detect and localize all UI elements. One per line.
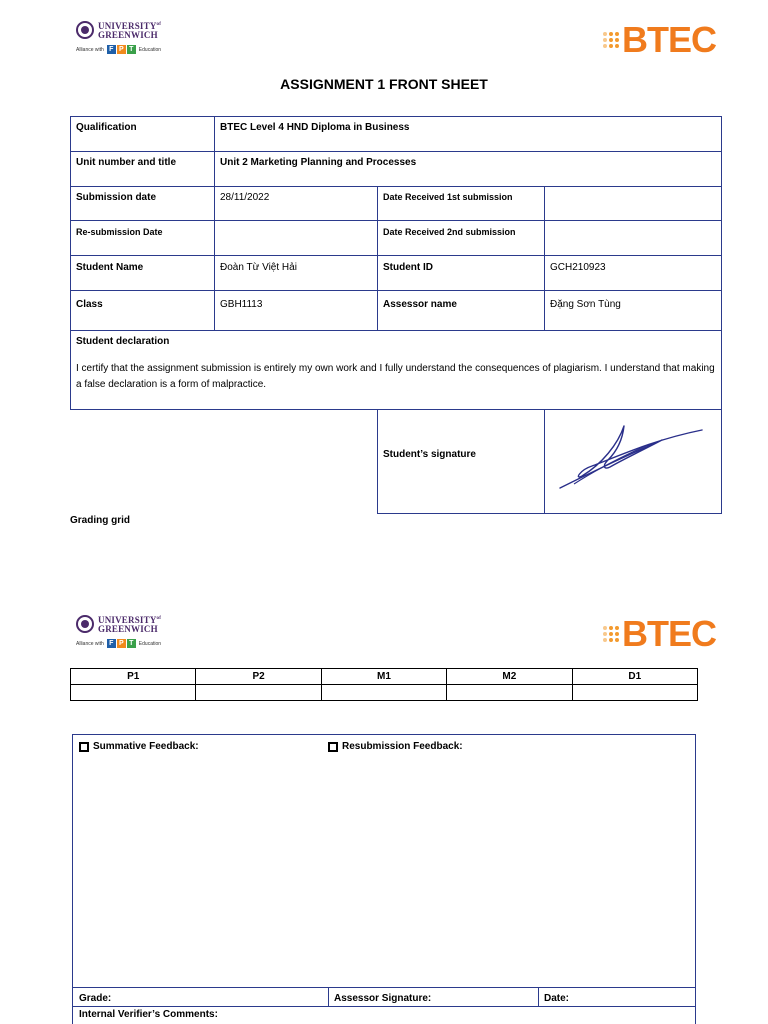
btec-dots-icon xyxy=(603,32,619,48)
university-seal-icon xyxy=(76,21,94,39)
grade-value-m2 xyxy=(447,685,572,701)
alliance-line xyxy=(76,45,161,54)
university-of: of xyxy=(156,616,162,621)
fpt-letter-f: F xyxy=(107,639,116,648)
alliance-suffix: Education xyxy=(138,640,162,647)
summative-feedback xyxy=(79,741,199,752)
university-name-line2: GREENWICH xyxy=(98,30,158,40)
class-label: Class xyxy=(76,299,103,310)
qualification-label: Qualification xyxy=(76,122,137,133)
grade-header-d1: D1 xyxy=(572,669,697,685)
alliance-prefix: Alliance with xyxy=(76,46,104,53)
btec-logo-page2 xyxy=(603,613,716,654)
btec-wordmark: BTEC xyxy=(622,613,716,654)
grade-value-m1 xyxy=(321,685,446,701)
resubmission-feedback-label: Resubmission Feedback: xyxy=(342,741,463,752)
unit-label: Unit number and title xyxy=(76,157,176,168)
grade-header-p2: P2 xyxy=(196,669,321,685)
resubmission-feedback xyxy=(328,741,463,752)
internal-verifier-comments-label: Internal Verifier’s Comments: xyxy=(79,1009,218,1020)
submission-date-label: Submission date xyxy=(76,192,157,203)
submission-date-value: 28/11/2022 xyxy=(220,192,270,203)
grading-grid-label: Grading grid xyxy=(70,515,130,526)
fpt-letter-p: P xyxy=(117,45,126,54)
grade-header-row xyxy=(71,669,698,685)
feedback-box xyxy=(72,734,696,1024)
student-id-label: Student ID xyxy=(383,262,433,273)
alliance-suffix: Education xyxy=(138,46,162,53)
student-id-value: GCH210923 xyxy=(550,262,606,273)
student-name-value: Đoàn Từ Việt Hải xyxy=(220,262,297,273)
fpt-letter-t: T xyxy=(127,639,136,648)
fpt-letter-p: P xyxy=(117,639,126,648)
page-title: ASSIGNMENT 1 FRONT SHEET xyxy=(280,76,488,92)
grade-header-m1: M1 xyxy=(321,669,446,685)
summative-feedback-label: Summative Feedback: xyxy=(93,741,199,752)
date-received-1-label: Date Received 1st submission xyxy=(383,192,513,202)
university-name-line2: GREENWICH xyxy=(98,624,158,634)
assessor-name-value: Đặng Sơn Tùng xyxy=(550,299,621,310)
grade-value-row xyxy=(71,685,698,701)
btec-dots-icon xyxy=(603,626,619,642)
university-name-line1: UNIVERSITY xyxy=(98,21,157,31)
assessor-signature-label: Assessor Signature: xyxy=(334,993,432,1004)
university-logo xyxy=(76,20,161,54)
university-of: of xyxy=(156,22,162,27)
fpt-letter-t: T xyxy=(127,45,136,54)
summative-checkbox[interactable] xyxy=(79,742,89,752)
btec-wordmark: BTEC xyxy=(622,19,716,60)
grade-header-m2: M2 xyxy=(447,669,572,685)
grade-value-p2 xyxy=(196,685,321,701)
resubmission-checkbox[interactable] xyxy=(328,742,338,752)
grade-value-d1 xyxy=(572,685,697,701)
grade-header-p1: P1 xyxy=(71,669,196,685)
grading-grid-table xyxy=(70,668,698,701)
assessor-name-label: Assessor name xyxy=(383,299,457,310)
grade-label: Grade: xyxy=(79,993,112,1004)
signature-label: Student’s signature xyxy=(383,449,476,460)
unit-value: Unit 2 Marketing Planning and Processes xyxy=(220,157,417,168)
declaration-text: I certify that the assignment submission is entirely my own work and I fully understand the consequences of plagiarism. I understand that making a false declaration is a form of malpractice. xyxy=(76,363,715,390)
alliance-line xyxy=(76,639,161,648)
fpt-logo-icon xyxy=(107,45,136,54)
class-value: GBH1113 xyxy=(220,299,263,310)
date-label: Date: xyxy=(544,993,570,1004)
fpt-letter-f: F xyxy=(107,45,116,54)
fpt-logo-icon xyxy=(107,639,136,648)
student-name-label: Student Name xyxy=(76,262,144,273)
declaration-title: Student declaration xyxy=(76,336,170,347)
alliance-prefix: Alliance with xyxy=(76,640,104,647)
btec-logo xyxy=(603,19,716,60)
student-signature-icon xyxy=(552,414,707,494)
qualification-value: BTEC Level 4 HND Diploma in Business xyxy=(220,122,410,133)
university-seal-icon xyxy=(76,615,94,633)
date-received-2-label: Date Received 2nd submission xyxy=(383,227,516,237)
resubmission-date-label: Re-submission Date xyxy=(76,227,163,237)
university-logo-page2 xyxy=(76,614,161,648)
university-name-line1: UNIVERSITY xyxy=(98,615,157,625)
grade-value-p1 xyxy=(71,685,196,701)
